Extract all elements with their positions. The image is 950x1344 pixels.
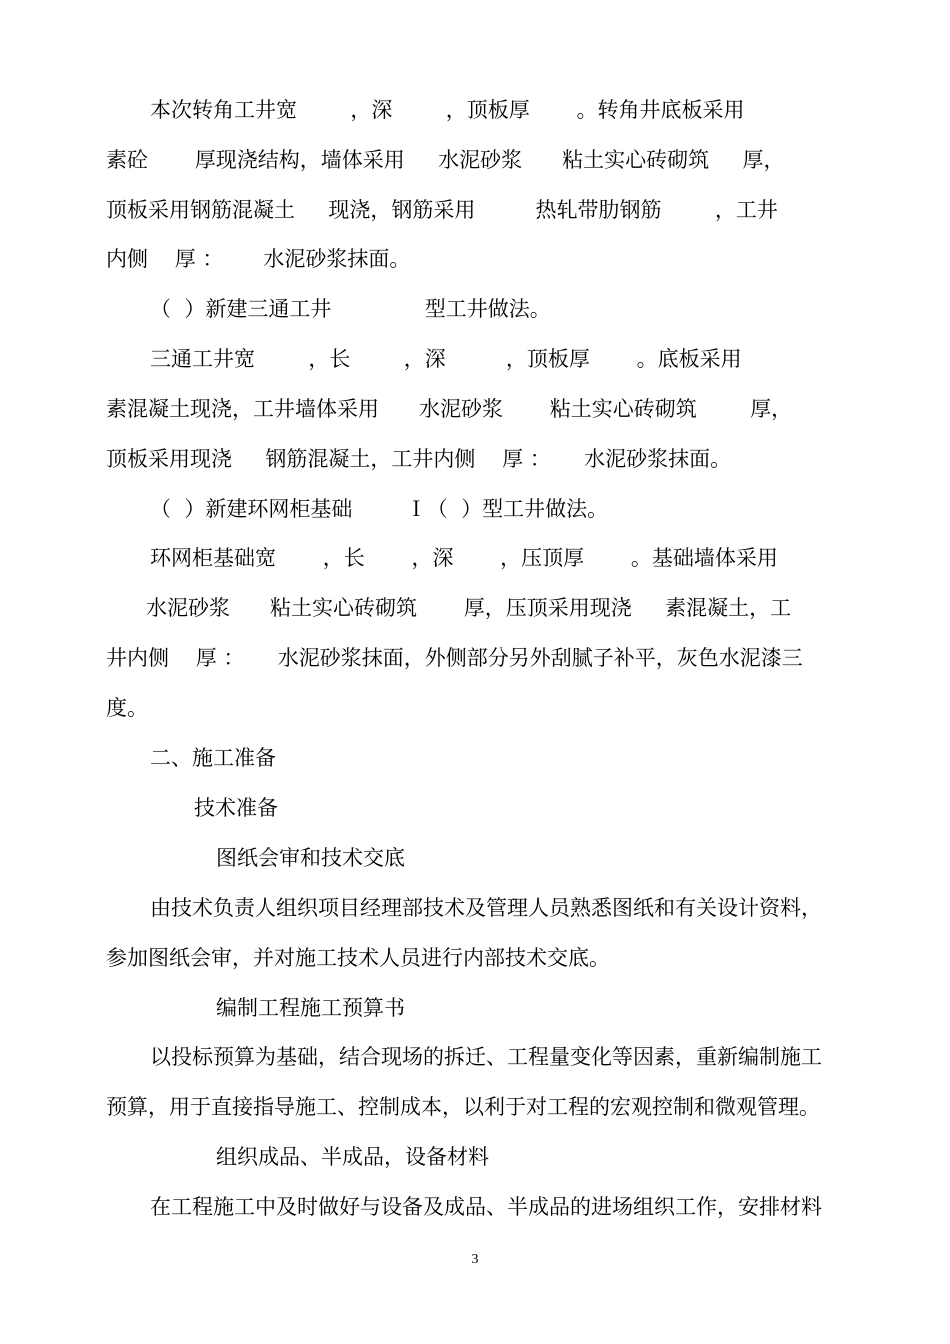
item-heading-3: 组织成品、半成品，设备材料: [216, 1145, 489, 1169]
subsection-heading: 技术准备: [194, 796, 278, 820]
text-line-7: 素混凝土现浇，工井墙体采用 水泥砂浆 粘土实心砖砌筑 厚，: [106, 397, 793, 421]
section-heading: 二、施工准备: [150, 746, 276, 770]
text-line-8: 顶板采用现浇 钢筋混凝土，工井内侧 厚 ： 水泥砂浆抹面。: [106, 447, 732, 471]
text-line-11: 水泥砂浆 粘土实心砖砌筑 厚，压顶采用现浇 素混凝土，工: [146, 596, 792, 620]
item-heading-2: 编制工程施工预算书: [216, 996, 405, 1020]
text-line-6: 三通工井宽 ，长 ，深 ，顶板厚 。底板采用: [150, 347, 742, 371]
text-line-4: 内侧 厚 ： 水泥砂浆抹面。: [106, 247, 411, 271]
text-line-10: 环网柜基础宽 ，长 ，深 ，压顶厚 。基础墙体采用: [150, 546, 778, 570]
text-line-12: 井内侧 厚 ： 水泥砂浆抹面，外侧部分另外刮腻子补平，灰色水泥漆三: [106, 646, 803, 670]
text-line-1: 本次转角工井宽 ，深 ，顶板厚 。转角井底板采用: [150, 98, 745, 122]
text-line-23: 在工程施工中及时做好与设备及成品、半成品的进场组织工作，安排材料: [150, 1195, 822, 1219]
text-line-3: 顶板采用钢筋混凝土 现浇，钢筋采用 热轧带肋钢筋 ，工井: [106, 198, 778, 222]
text-line-9: （ ）新建环网柜基础 Ｉ（ ）型工井做法。: [150, 497, 609, 521]
text-line-5: （ ）新建三通工井 型工井做法。: [150, 297, 551, 321]
text-line-20: 以投标预算为基础，结合现场的拆迁、工程量变化等因素，重新编制施工: [150, 1045, 822, 1069]
text-line-18: 参加图纸会审，并对施工技术人员进行内部技术交底。: [106, 946, 610, 970]
text-line-21: 预算，用于直接指导施工、控制成本，以利于对工程的宏观控制和微观管理。: [106, 1095, 820, 1119]
text-line-13: 度。: [106, 696, 148, 720]
item-heading-1: 图纸会审和技术交底: [216, 846, 405, 870]
text-line-17: 由技术负责人组织项目经理部技术及管理人员熟悉图纸和有关设计资料，: [150, 896, 822, 920]
page-number: 3: [471, 1252, 479, 1267]
text-line-2: 素砼 厚现浇结构，墙体采用 水泥砂浆 粘土实心砖砌筑 厚，: [106, 148, 785, 172]
